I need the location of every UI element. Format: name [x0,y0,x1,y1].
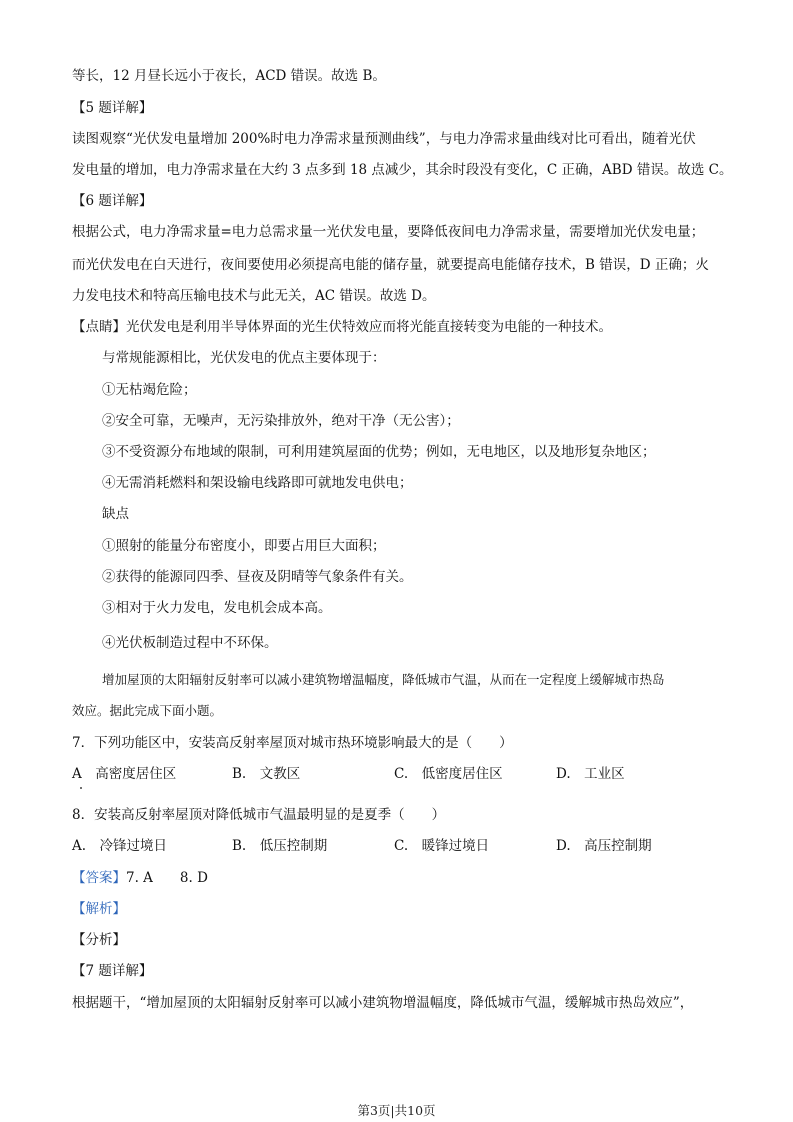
q8-option-a: A. 冷锋过境日 [72,838,168,854]
text-line: 与常规能源相比，光伏发电的优点主要体现于： [102,350,386,366]
q8-option-d: D. 高压控制期 [556,838,652,854]
text-line: 根据题干，“增加屋顶的太阳辐射反射率可以减小建筑物增温幅度，降低城市气温，缓解城市热岛效应”， [72,995,694,1011]
page-footer: 第3页|共10页 [357,1103,436,1118]
question-7: 7．下列功能区中，安装高反射率屋顶对城市热环境影响最大的是（ ） [72,735,513,751]
q7-option-c: C. 低密度居住区 [394,766,503,782]
text-line: 而光伏发电在白天进行，夜间要使用必须提高电能的储存量，就要提高电能储存技术，B 错误，D 正确；火 [72,257,709,273]
list-item: ②安全可靠，无噪声，无污染排放外，绝对干净（无公害）； [102,413,460,429]
list-item: ③不受资源分布地域的限制，可利用建筑屋面的优势；例如，无电地区，以及地形复杂地区； [102,444,656,460]
answer-text: 7. A 8. D [126,870,208,886]
q7-option-a: A 高密度居住区 [72,766,177,782]
analysis-tag: 【解析】 [72,901,126,917]
text-line: 读图观察“光伏发电量增加 200%时电力净需求量预测曲线”，与电力净需求量曲线对比可看出，随着光伏 [72,131,696,147]
answer-tag: 【答案】 [72,870,126,886]
analysis-heading: 【分析】 [72,932,126,948]
q8-option-c: C. 暖锋过境日 [394,838,490,854]
list-item: ③相对于火力发电，发电机会成本高。 [102,600,332,616]
answer-line [72,868,724,888]
text-line: 缺点 [102,506,129,522]
section-heading-q5: 【5 题详解】 [72,100,153,116]
list-item: ④光伏板制造过程中不环保。 [102,635,278,651]
section-heading-q6: 【6 题详解】 [72,193,153,209]
text-line: 等长，12 月昼长远小于夜长，ACD 错误。故选 B。 [72,68,386,84]
question-8: 8．安装高反射率屋顶对降低城市气温最明显的是夏季（ ） [72,807,446,823]
text-line: 发电量的增加，电力净需求量在大约 3 点多到 18 点减少，其余时段没有变化，C 正确，ABD 错误。故选 C。 [72,162,733,178]
list-item: ①照射的能量分布密度小，即要占用巨大面积； [102,538,386,554]
list-item: ②获得的能源同四季、昼夜及阴晴等气象条件有关。 [102,569,413,585]
list-item: ①无枯竭危险； [102,382,197,398]
key-point: 【点睛】光伏发电是利用半导体界面的光生伏特效应而将光能直接转变为电能的一种技术。 [72,319,612,335]
q7-option-b: B. 文教区 [232,766,301,782]
stray-mark [80,787,82,789]
passage-line: 增加屋顶的太阳辐射反射率可以减小建筑物增温幅度，降低城市气温，从而在一定程度上缓解城市热岛 [102,672,665,687]
list-item: ④无需消耗燃料和架设输电线路即可就地发电供电； [102,475,413,491]
q8-option-b: B. 低压控制期 [232,838,328,854]
text-line: 力发电技术和特高压输电技术与此无关，AC 错误。故选 D。 [72,288,436,304]
q7-option-d: D. 工业区 [556,766,625,782]
section-heading-q7: 【7 题详解】 [72,963,153,979]
passage-line: 效应。据此完成下面小题。 [72,703,223,718]
text-line: 根据公式，电力净需求量=电力总需求量一光伏发电量，要降低夜间电力净需求量，需要增加光伏发电量； [72,224,705,240]
